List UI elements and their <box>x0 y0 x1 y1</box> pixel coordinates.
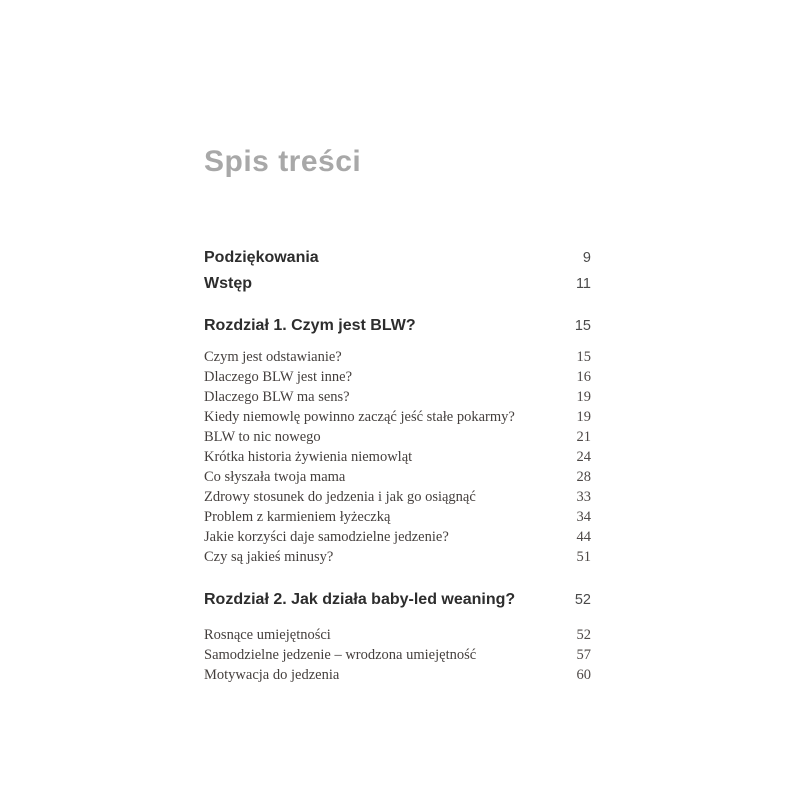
toc-entry-page-number: 11 <box>575 276 591 292</box>
toc-entry-label: Zdrowy stosunek do jedzenia i jak go osiągnąć <box>204 489 476 505</box>
toc-entry-label: Co słyszała twoja mama <box>204 469 346 485</box>
toc-entry-page-number: 28 <box>576 469 591 485</box>
toc-entry <box>204 245 591 271</box>
chapter-heading-label: Rozdział 1. Czym jest BLW? <box>204 317 416 334</box>
toc-entry-label: Czy są jakieś minusy? <box>204 549 334 565</box>
toc-entry-page-number: 60 <box>576 667 591 683</box>
toc-entry <box>204 367 591 387</box>
toc-entry-label: BLW to nic nowego <box>204 429 321 445</box>
toc-entry <box>204 507 591 527</box>
toc-entry <box>204 547 591 567</box>
toc-content <box>204 143 591 685</box>
chapter-heading-page-number: 15 <box>574 318 591 334</box>
chapter-1-entries <box>204 347 591 567</box>
toc-entry-page-number: 44 <box>576 529 591 545</box>
toc-entry-label: Problem z karmieniem łyżeczką <box>204 509 391 525</box>
toc-entry-page-number: 15 <box>576 349 591 365</box>
toc-entry-page-number: 34 <box>576 509 591 525</box>
toc-entry-page-number: 19 <box>576 389 591 405</box>
chapter-1-section <box>204 313 591 567</box>
toc-entry <box>204 447 591 467</box>
toc-entry-label: Dlaczego BLW jest inne? <box>204 369 353 385</box>
toc-entry-label: Wstęp <box>204 275 252 292</box>
toc-entry <box>204 487 591 507</box>
toc-entry-page-number: 9 <box>582 250 591 266</box>
toc-entry-page-number: 16 <box>576 369 591 385</box>
toc-entry <box>204 407 591 427</box>
chapter-heading <box>204 587 591 613</box>
toc-entry-label: Rosnące umiejętności <box>204 627 331 643</box>
toc-entry <box>204 427 591 447</box>
toc-entry-label: Samodzielne jedzenie – wrodzona umiejętność <box>204 647 477 663</box>
toc-entry-page-number: 33 <box>576 489 591 505</box>
toc-entry <box>204 467 591 487</box>
toc-entry-page-number: 24 <box>576 449 591 465</box>
toc-entry <box>204 387 591 407</box>
chapter-2-entries <box>204 625 591 685</box>
toc-entry-page-number: 19 <box>576 409 591 425</box>
toc-entry-label: Krótka historia żywienia niemowląt <box>204 449 413 465</box>
front-matter-section <box>204 245 591 297</box>
toc-entry <box>204 645 591 665</box>
toc-entry-label: Jakie korzyści daje samodzielne jedzenie? <box>204 529 449 545</box>
toc-entry-label: Motywacja do jedzenia <box>204 667 340 683</box>
toc-entry-label: Kiedy niemowlę powinno zacząć jeść stałe pokarmy? <box>204 409 515 425</box>
toc-entry <box>204 665 591 685</box>
toc-entry-page-number: 52 <box>576 627 591 643</box>
toc-entry-page-number: 51 <box>576 549 591 565</box>
toc-entry <box>204 271 591 297</box>
toc-entry-page-number: 57 <box>576 647 591 663</box>
toc-entry-label: Podziękowania <box>204 249 319 266</box>
toc-entry-label: Czym jest odstawianie? <box>204 349 342 365</box>
chapter-heading-page-number: 52 <box>574 592 591 608</box>
toc-entry-label: Dlaczego BLW ma sens? <box>204 389 350 405</box>
toc-entry <box>204 527 591 547</box>
page-title: Spis treści <box>204 145 362 178</box>
toc-entry-page-number: 21 <box>576 429 591 445</box>
chapter-heading-label: Rozdział 2. Jak działa baby-led weaning? <box>204 591 516 608</box>
toc-entry <box>204 625 591 645</box>
chapter-2-section <box>204 587 591 685</box>
toc-entry <box>204 347 591 367</box>
chapter-heading <box>204 313 591 339</box>
